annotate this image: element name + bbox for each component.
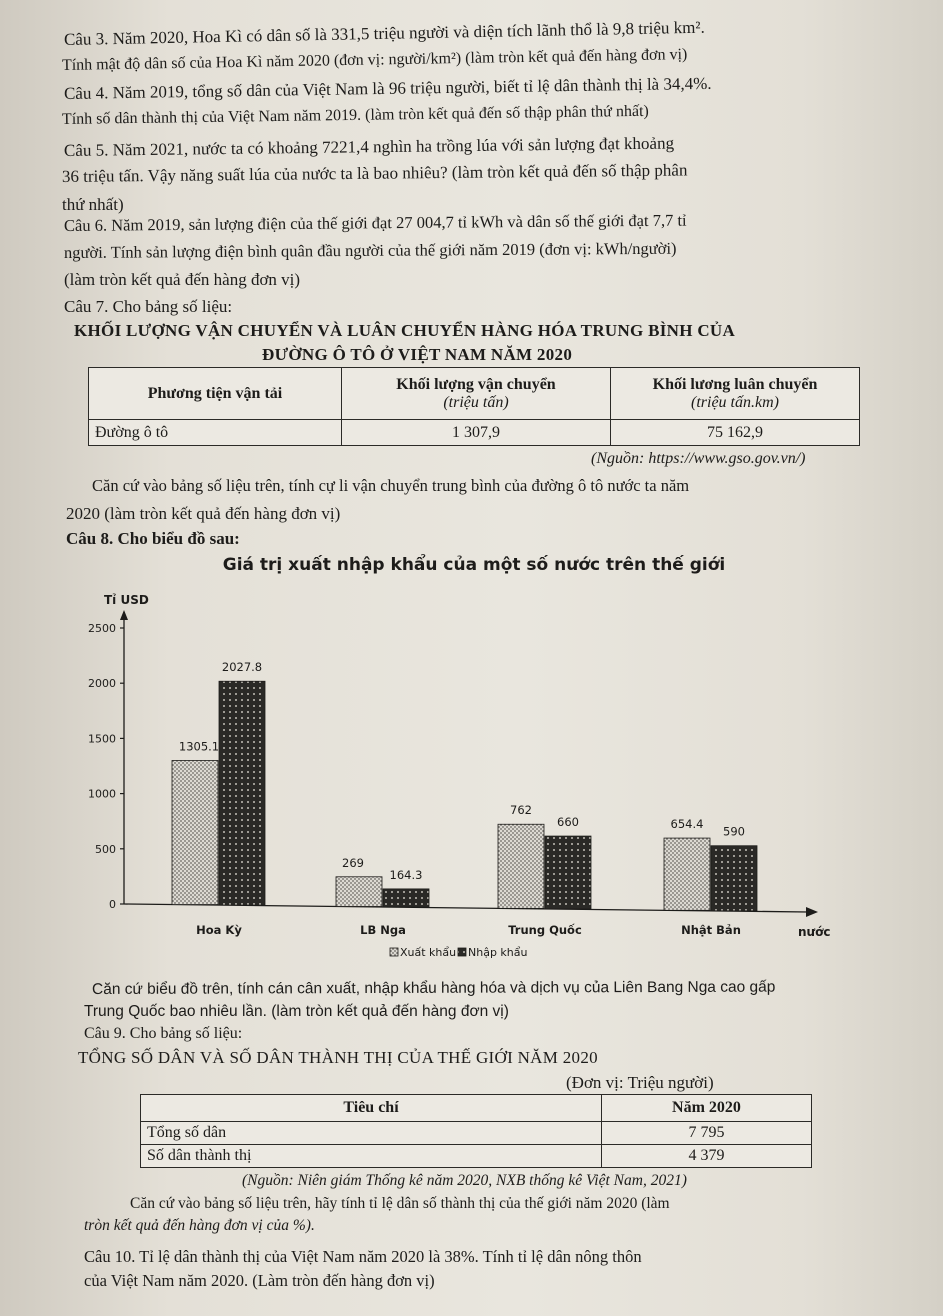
chart-title: Giá trị xuất nhập khẩu của một số nước trên thế giới — [222, 555, 726, 575]
q9-header-criteria: Tiêu chí — [141, 1095, 602, 1122]
chart-category-label: LB Nga — [360, 923, 406, 937]
chart-y-tick-label: 2500 — [88, 622, 116, 635]
q9-table — [140, 1094, 812, 1168]
chart-data-label: 1305.1 — [178, 739, 220, 754]
chart-y-tick-label: 1500 — [88, 732, 116, 746]
q5-line-2: 36 triệu tấn. Vậy năng suất lúa của nước ta là bao nhiêu? (làm tròn kết quả đến số thập phân — [61, 160, 688, 186]
chart-category-label: Trung Quốc — [508, 923, 582, 937]
q6-line-2: người. Tính sản lượng điện bình quân đầu người của thế giới năm 2019 (đơn vị: kWh/người) — [63, 238, 677, 262]
q7-header-volume — [342, 368, 611, 420]
q9-row-total-value: 7 795 — [602, 1122, 812, 1145]
chart-bars — [172, 660, 757, 937]
chart-data-label: 654.4 — [670, 817, 704, 832]
q5-line-1: Câu 5. Năm 2021, nước ta có khoảng 7221,4 nghìn ha trồng lúa với sản lượng đạt khoảng — [63, 133, 675, 160]
q7-header-turnover — [611, 368, 860, 420]
q7-header-vehicle: Phương tiện vận tải — [89, 368, 342, 420]
q6-line-3: (làm tròn kết quả đến hàng đơn vị) — [64, 270, 301, 289]
q7-header-turnover-label: Khối lương luân chuyển — [652, 375, 818, 393]
q7-table — [88, 367, 860, 446]
q6-line-1: Câu 6. Năm 2019, sản lượng điện của thế giới đạt 27 004,7 tỉ kWh và dân số thế giới đạt 7,7 tỉ — [63, 210, 687, 235]
q7-row-label: Đường ô tô — [89, 420, 342, 446]
q9-task-line-2: tròn kết quả đến hàng đơn vị của %). — [84, 1217, 315, 1234]
q10-line-2: của Việt Nam năm 2020. (Làm tròn đến hàng đơn vị) — [84, 1271, 435, 1290]
q7-header-volume-unit: (triệu tấn) — [443, 393, 509, 411]
chart-bar-export — [498, 824, 544, 908]
q7-intro: Câu 7. Cho bảng số liệu: — [64, 297, 233, 316]
q4-line-1: Câu 4. Năm 2019, tổng số dân của Việt Nam là 96 triệu người, biết tỉ lệ dân thành thị là 34,4%. — [63, 73, 712, 103]
chart-y-axis-arrow — [120, 610, 128, 620]
legend-label-import: Nhập khẩu — [468, 946, 528, 959]
legend-label-export: Xuất khẩu — [400, 946, 457, 959]
q4-line-2: Tính số dân thành thị của Việt Nam năm 2019. (làm tròn kết quả đến số thập phân thứ nhất) — [61, 102, 649, 128]
q7-header-volume-label: Khối lượng vận chuyển — [396, 375, 556, 393]
q7-source: (Nguồn: https://www.gso.gov.vn/) — [591, 450, 806, 467]
chart-x-axis-label: nước — [798, 925, 831, 939]
q7-table-title-1: KHỐI LƯỢNG VẬN CHUYỂN VÀ LUÂN CHUYỂN HÀNG HÓA TRUNG BÌNH CỦA — [74, 321, 736, 340]
q9-task-line-1: Căn cứ vào bảng số liệu trên, hãy tính tỉ lệ dân số thành thị của thế giới năm 2020 (làm — [130, 1195, 670, 1212]
q7-task-line-2: 2020 (làm tròn kết quả đến hàng đơn vị) — [66, 504, 341, 523]
q9-header-year: Năm 2020 — [602, 1095, 812, 1122]
chart-bar-export — [172, 760, 218, 904]
chart-data-label: 762 — [510, 803, 532, 818]
chart-legend — [390, 946, 527, 959]
legend-swatch-export — [390, 948, 398, 956]
export-import-chart — [0, 548, 943, 988]
q9-row-urban-label: Số dân thành thị — [141, 1145, 602, 1168]
chart-y-tick-label: 500 — [95, 842, 116, 856]
q5-line-3: thứ nhất) — [62, 195, 124, 214]
q9-row-urban-value: 4 379 — [602, 1145, 812, 1168]
q7-header-turnover-unit: (triệu tấn.km) — [691, 393, 779, 411]
chart-data-label: 590 — [723, 824, 745, 839]
q9-row-total-label: Tổng số dân — [141, 1122, 602, 1145]
q9-source: (Nguồn: Niên giám Thống kê năm 2020, NXB thống kê Việt Nam, 2021) — [242, 1172, 687, 1189]
q7-row-turnover: 75 162,9 — [611, 420, 860, 446]
chart-data-label: 269 — [342, 855, 364, 870]
chart-bar-export — [664, 838, 710, 910]
chart-bar-import — [383, 889, 429, 907]
q9-intro: Câu 9. Cho bảng số liệu: — [84, 1025, 243, 1042]
chart-data-label: 164.3 — [389, 867, 423, 882]
chart-category-label: Hoa Kỳ — [196, 923, 242, 937]
q7-row-volume: 1 307,9 — [342, 420, 611, 446]
chart-y-axis-label: Tỉ USD — [104, 593, 149, 607]
chart-bar-import — [711, 846, 757, 911]
q9-unit: (Đơn vị: Triệu người) — [566, 1073, 714, 1092]
chart-bar-import — [545, 836, 591, 909]
chart-data-label: 2027.8 — [221, 660, 263, 675]
q8-task-line-1: Căn cứ biểu đồ trên, tính cán cân xuất, nhập khẩu hàng hóa và dịch vụ của Liên Bang Nga cao gấp — [91, 978, 776, 998]
chart-data-label: 660 — [557, 815, 579, 830]
q9-table-title: TỔNG SỐ DÂN VÀ SỐ DÂN THÀNH THỊ CỦA THẾ GIỚI NĂM 2020 — [78, 1048, 598, 1067]
q7-task-line-1: Căn cứ vào bảng số liệu trên, tính cự li vận chuyển trung bình của đường ô tô nước ta năm — [92, 476, 690, 495]
chart-bar-import — [219, 681, 265, 905]
chart-x-axis-arrow — [806, 907, 818, 917]
chart-y-tick-label: 1000 — [88, 787, 116, 801]
q8-intro: Câu 8. Cho biểu đồ sau: — [66, 529, 240, 548]
chart-bar-export — [336, 877, 382, 907]
q8-task-line-2: Trung Quốc bao nhiêu lần. (làm tròn kết quả đến hàng đơn vị) — [84, 1003, 509, 1020]
chart-y-tick-label: 2000 — [88, 677, 116, 691]
chart-y-ticks — [88, 622, 124, 911]
q7-table-title-2: ĐƯỜNG Ô TÔ Ở VIỆT NAM NĂM 2020 — [262, 345, 573, 364]
legend-swatch-import — [458, 948, 466, 956]
chart-category-label: Nhật Bản — [681, 923, 741, 937]
chart-y-tick-label: 0 — [109, 898, 116, 911]
q3-line-1: Câu 3. Năm 2020, Hoa Kì có dân số là 331,5 triệu người và diện tích lãnh thổ là 9,8 triệu km². — [63, 17, 705, 49]
q10-line-1: Câu 10. Tỉ lệ dân thành thị của Việt Nam năm 2020 là 38%. Tính tỉ lệ dân nông thôn — [84, 1247, 642, 1266]
q3-line-2: Tính mật độ dân số của Hoa Kì năm 2020 (đơn vị: người/km²) (làm tròn kết quả đến hàng đơn vị) — [61, 46, 688, 74]
